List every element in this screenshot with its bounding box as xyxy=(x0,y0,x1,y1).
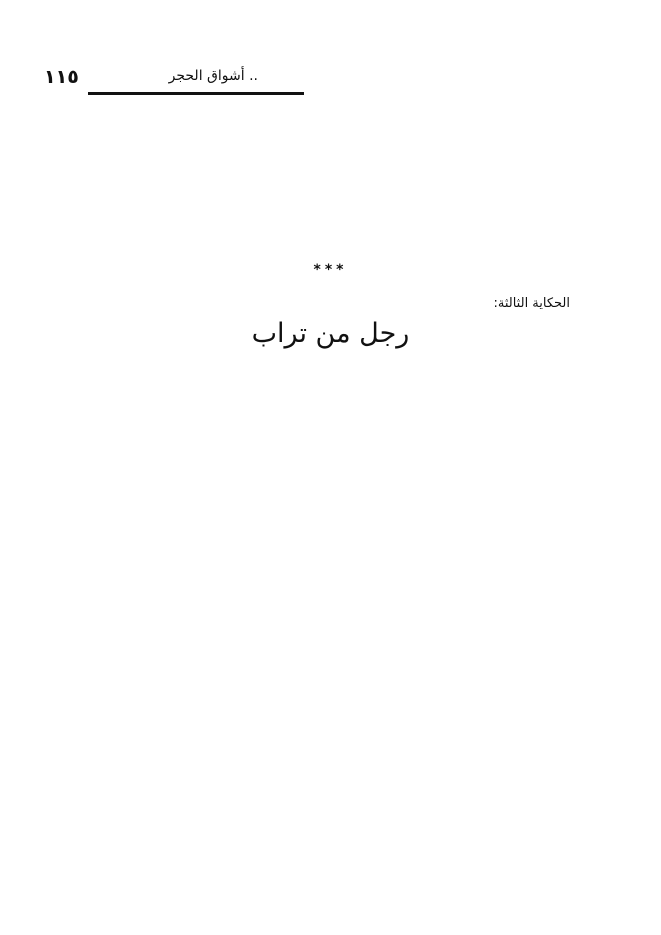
page-number: ١١٥ xyxy=(44,66,79,88)
section-label: الحكاية الثالثة: xyxy=(493,296,570,311)
section-separator: *** xyxy=(313,262,348,278)
header-rule xyxy=(88,92,304,95)
story-title: رجل من تراب xyxy=(251,318,410,349)
running-title: أشواق الحجر .. xyxy=(168,68,258,84)
